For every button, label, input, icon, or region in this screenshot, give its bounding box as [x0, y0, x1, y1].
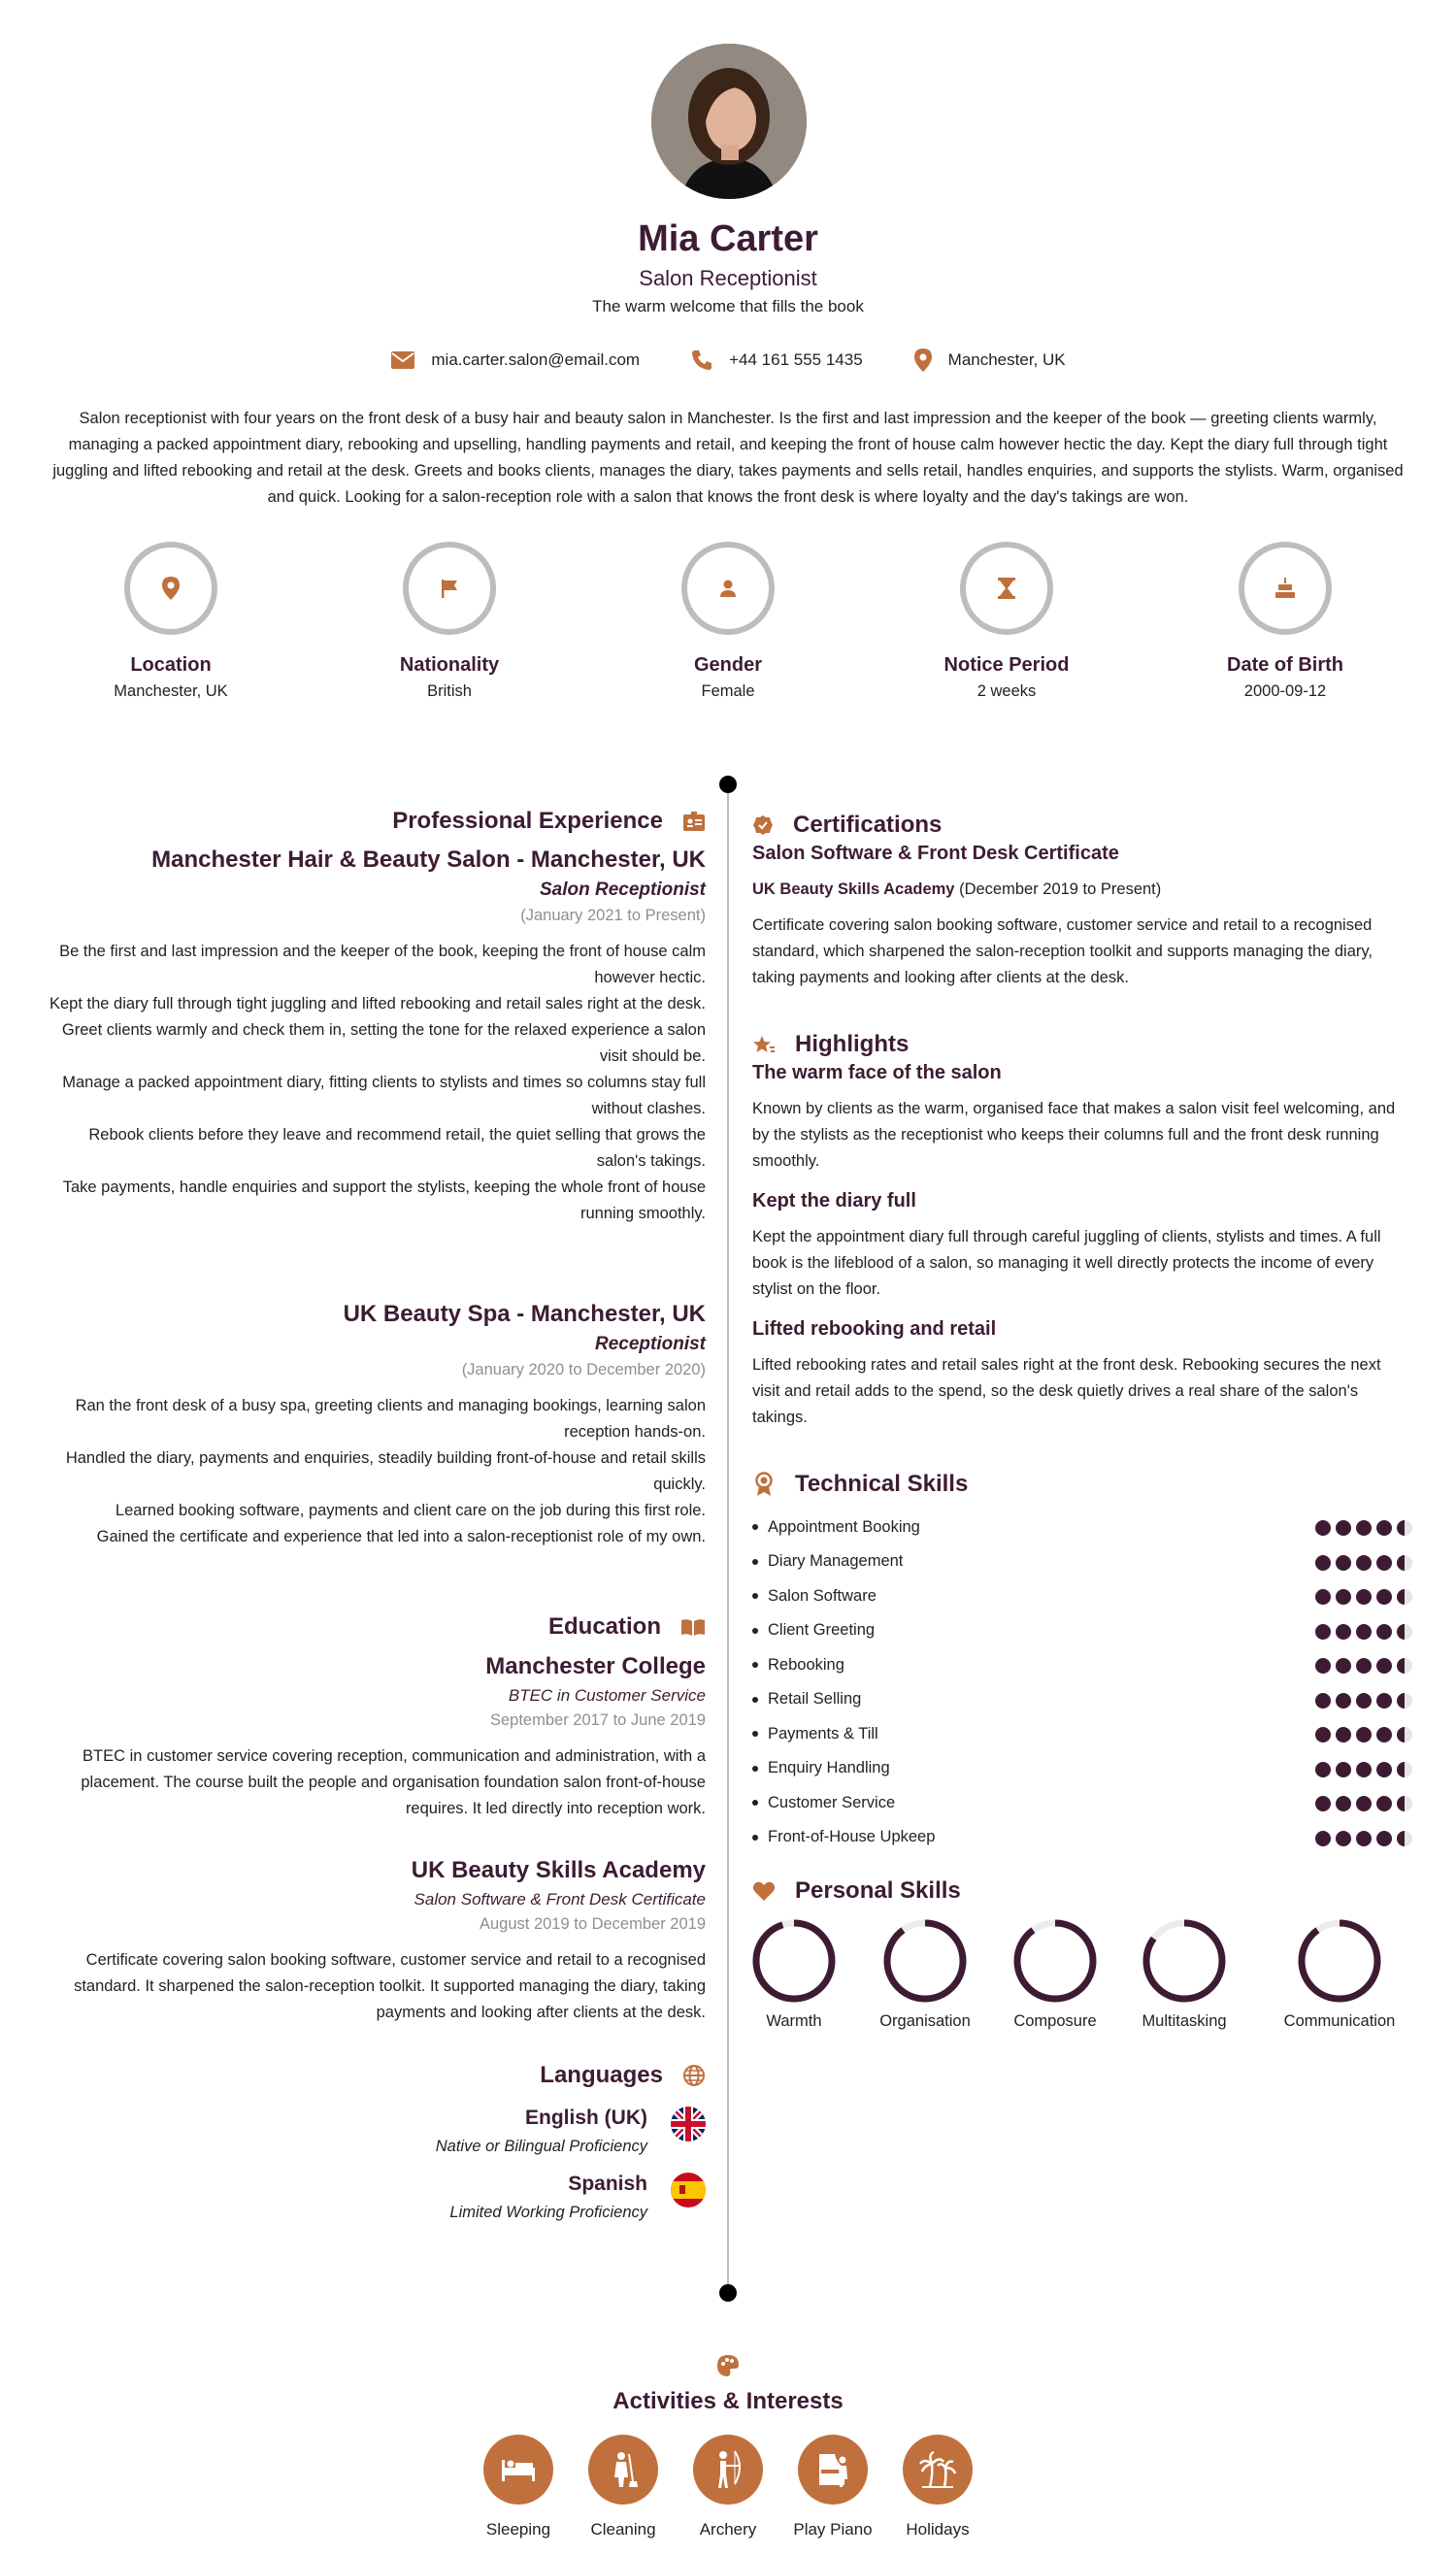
technical-skills-section [752, 1471, 1412, 1498]
interest-name: Archery [699, 2520, 757, 2539]
job-line: Rebook clients before they leave and recommend retail, the quiet selling that grows the salon's takings. [88, 1126, 706, 1170]
profile-photo [651, 44, 807, 199]
personal-skills-heading [752, 1877, 1412, 1905]
job-description [39, 1393, 706, 1550]
skill-row [752, 1547, 1412, 1577]
skill-name: Rebooking [768, 1655, 844, 1674]
skill-name: Enquiry Handling [768, 1759, 890, 1776]
experience-heading [39, 808, 706, 835]
fact-nationality [323, 542, 576, 701]
skill-row [752, 1581, 1412, 1610]
phone-text: +44 161 555 1435 [729, 350, 863, 369]
skill-row [752, 1823, 1412, 1852]
hourglass-icon [996, 577, 1017, 600]
skill-ring [1013, 1919, 1097, 2003]
language-level: Limited Working Proficiency [449, 2204, 647, 2221]
location-pin-icon [913, 348, 933, 373]
email-text: mia.carter.salon@email.com [431, 350, 641, 369]
certifications-section [752, 812, 1412, 991]
skill-name: Front-of-House Upkeep [768, 1828, 936, 1845]
job-description [39, 939, 706, 1227]
fact-label: Date of Birth [1227, 654, 1343, 676]
job-line: Handled the diary, payments and enquiries, steadily building front-of-house and retail skills quickly. [65, 1449, 706, 1493]
fact-value: 2000-09-12 [1243, 682, 1327, 700]
skill-ring [1298, 1919, 1381, 2003]
skill-row [752, 1650, 1412, 1679]
language-name: Spanish [568, 2173, 647, 2195]
personal-skill-name: Multitasking [1142, 2012, 1227, 2030]
candidate-name: Mia Carter [638, 218, 818, 259]
skill-rating [1310, 1831, 1412, 1846]
personal-skill [1272, 1919, 1407, 2031]
job-role: Salon Receptionist [539, 880, 706, 900]
skill-name: Payments & Till [768, 1724, 878, 1743]
flag-icon [439, 578, 460, 599]
personal-skill [1002, 1919, 1109, 2031]
cleaning-icon [608, 2450, 639, 2489]
skill-rating [1310, 1693, 1412, 1709]
fact-value: Manchester, UK [114, 682, 228, 700]
skill-rating [1310, 1762, 1412, 1777]
skill-row [752, 1685, 1412, 1714]
id-card-icon [682, 811, 706, 832]
location-text: Manchester, UK [947, 350, 1066, 369]
personal-skill-name: Warmth [766, 2012, 822, 2030]
skill-ring [1142, 1919, 1226, 2003]
section-title: Highlights [795, 1031, 910, 1057]
language-entry [39, 2107, 706, 2174]
fact-label: Nationality [399, 654, 500, 676]
personal-skill-name: Composure [1013, 2012, 1097, 2030]
job-org: Manchester Hair & Beauty Salon - Manchester, UK [151, 846, 706, 873]
skill-name: Diary Management [768, 1552, 904, 1570]
education-description: Certificate covering salon booking software, customer service and retail to a recognised standard. It sharpened the salon-reception toolkit. It supported managing the diary, taking payments and looking after clients at the desk. [74, 1951, 706, 2021]
profile-summary: Salon receptionist with four years on the front desk of a busy hair and beauty salon in Manchester. Is the first and last impression and the keeper of the book — greeting clients warmly, managing a packed appointment diary, rebooking and upselling, handling payments and retail, and keeping the front of house calm however hectic the day. Kept the diary full through tight juggling and lifted rebooking and retail at the desk. Greets and books clients, manages the diary, takes payments and sells retail, handles enquiries, and supports the stylists. Warm, organised and quick. Looking for a salon-reception role with a salon that knows the front desk is where loyalty and the day's takings are won. [52, 410, 1404, 506]
fact-label: Gender [693, 654, 763, 676]
star-icon [752, 1034, 776, 1055]
certificate-title: Salon Software & Front Desk Certificate [752, 843, 1119, 864]
contact-bar [0, 348, 1456, 373]
section-title: Education [547, 1613, 661, 1640]
skill-ring [752, 1919, 836, 2003]
archery-icon [711, 2449, 745, 2490]
timeline-dot-top [719, 776, 737, 793]
highlight-title: Lifted rebooking and retail [752, 1318, 997, 1340]
interest-item [475, 2435, 562, 2540]
skill-name: Client Greeting [768, 1621, 876, 1639]
contact-location [913, 348, 1066, 373]
fact-value: Female [701, 682, 755, 700]
certificate-issuer: UK Beauty Skills Academy [752, 880, 955, 898]
palm-trees-icon [918, 2450, 957, 2489]
fact-gender [602, 542, 854, 701]
certificate-description: Certificate covering salon booking software, customer service and retail to a recognised standard, which sharpened the salon-reception toolkit and supports managing the diary, taking payments and looking after clients at the desk. [752, 916, 1373, 986]
skill-name: Salon Software [768, 1586, 877, 1605]
fact-value: 2 weeks [976, 682, 1037, 700]
skill-rating [1310, 1658, 1412, 1674]
education-entry [39, 1653, 706, 1822]
language-entry [39, 2173, 706, 2241]
skill-row [752, 1719, 1412, 1748]
job-line: Ran the front desk of a busy spa, greeting clients and managing bookings, learning salon reception hands-on. [75, 1397, 706, 1441]
job-org: UK Beauty Spa - Manchester, UK [343, 1301, 706, 1327]
job-line: Gained the certificate and experience that led into a salon-receptionist role of my own. [96, 1528, 706, 1545]
skill-rating [1310, 1727, 1412, 1743]
job-entry [39, 1301, 706, 1550]
education-org: UK Beauty Skills Academy [411, 1857, 706, 1883]
interest-item [579, 2435, 667, 2540]
book-icon [680, 1617, 706, 1637]
skill-rating [1310, 1624, 1412, 1640]
languages-heading [39, 2062, 706, 2089]
job-line: Learned booking software, payments and client care on the job during this first role. [115, 1502, 706, 1519]
interest-item [789, 2435, 877, 2540]
personal-skill [1131, 1919, 1238, 2031]
fact-notice-period [880, 542, 1133, 701]
fact-value: British [427, 682, 472, 700]
job-line: Greet clients warmly and check them in, setting the tone for the relaxed experience a salon visit should be. [61, 1021, 706, 1065]
skill-name: Retail Selling [768, 1690, 862, 1708]
contact-phone[interactable] [690, 349, 863, 372]
education-dates: August 2019 to December 2019 [480, 1915, 706, 1933]
education-course: Salon Software & Front Desk Certificate [414, 1890, 706, 1909]
spain-flag-icon [671, 2173, 706, 2207]
technical-skills-list [752, 1512, 1412, 1862]
skill-ring [883, 1919, 967, 2003]
cake-icon [1274, 577, 1297, 600]
interest-item [684, 2435, 772, 2540]
uk-flag-icon [671, 2107, 706, 2141]
tagline: The warm welcome that fills the book [592, 297, 864, 315]
section-title: Professional Experience [392, 808, 663, 834]
section-title: Technical Skills [795, 1471, 969, 1497]
section-title: Certifications [793, 812, 943, 838]
personal-skills-list [752, 1919, 1412, 2036]
phone-icon [690, 349, 713, 372]
highlight-title: Kept the diary full [752, 1190, 916, 1212]
highlight-text: Lifted rebooking rates and retail sales right at the front desk. Rebooking secures the next visit and retail adds to the spend, so the desk quietly drives a real share of the salon's takings. [752, 1356, 1381, 1426]
education-description: BTEC in customer service covering reception, communication and administration, with a placement. The course built the people and organisation foundation salon front-of-house requires. It led directly into reception work. [81, 1747, 706, 1817]
job-line: Kept the diary full through tight juggling and lifted rebooking and retail sales right at the desk. [49, 995, 706, 1012]
certificate-badge-icon [752, 814, 774, 836]
contact-email[interactable] [390, 350, 640, 370]
highlights-section [752, 1031, 1412, 1431]
skill-row [752, 1512, 1412, 1542]
skill-rating [1310, 1796, 1412, 1811]
interest-item [894, 2435, 981, 2540]
highlight-text: Known by clients as the warm, organised face that makes a salon visit feel welcoming, and by the stylists as the receptionist who keeps their columns full and the front desk running smoothly. [752, 1100, 1396, 1170]
skill-rating [1310, 1589, 1412, 1605]
education-course: BTEC in Customer Service [508, 1686, 706, 1705]
timeline-line [727, 784, 729, 2293]
job-line: Take payments, handle enquiries and support the stylists, keeping the whole front of house running smoothly. [62, 1178, 706, 1222]
job-dates: (January 2021 to Present) [520, 907, 706, 924]
personal-skill-name: Communication [1283, 2012, 1396, 2030]
fact-label: Notice Period [943, 654, 1070, 676]
language-name: English (UK) [525, 2107, 647, 2129]
job-role: Receptionist [594, 1334, 706, 1354]
personal-skill [867, 1919, 983, 2031]
personal-skill [752, 1919, 836, 2031]
skill-rating [1310, 1520, 1412, 1536]
certificate-dates: (December 2019 to Present) [959, 880, 1162, 898]
education-org: Manchester College [485, 1653, 706, 1679]
highlight-title: The warm face of the salon [752, 1062, 1002, 1083]
section-title: Languages [540, 2062, 663, 2088]
certificate-issuer-line [752, 877, 1412, 903]
skill-name: Appointment Booking [768, 1517, 920, 1536]
education-entry [39, 1857, 706, 2026]
interest-name: Sleeping [485, 2520, 551, 2539]
heart-icon [752, 1880, 776, 1902]
education-dates: September 2017 to June 2019 [489, 1711, 706, 1729]
education-heading [39, 1613, 706, 1641]
skill-row [752, 1754, 1412, 1783]
job-dates: (January 2020 to December 2020) [461, 1361, 706, 1378]
avatar [651, 44, 807, 199]
timeline-dot-bottom [719, 2284, 737, 2302]
job-line: Be the first and last impression and the keeper of the book, keeping the front of house calm however hectic. [59, 943, 706, 986]
job-title: Salon Receptionist [639, 266, 817, 290]
interest-name: Play Piano [793, 2520, 873, 2539]
award-ribbon-icon [752, 1472, 776, 1497]
fact-label: Location [130, 654, 212, 676]
highlight-text: Kept the appointment diary full through careful juggling of clients, stylists and times. A full book is the lifeblood of a salon, so managing it well directly protects the income of every stylist on the floor. [752, 1228, 1381, 1298]
section-title: Personal Skills [795, 1877, 961, 1904]
globe-icon [682, 2064, 706, 2087]
email-icon [390, 350, 415, 370]
bed-icon [499, 2454, 538, 2485]
piano-icon [815, 2450, 850, 2489]
fact-date-of-birth [1159, 542, 1411, 701]
personal-skill-name: Organisation [879, 2012, 971, 2030]
interest-name: Cleaning [590, 2520, 656, 2539]
skill-name: Customer Service [768, 1793, 896, 1811]
map-pin-icon [160, 576, 182, 601]
language-level: Native or Bilingual Proficiency [435, 2138, 647, 2155]
skill-rating [1310, 1555, 1412, 1571]
fact-location [45, 542, 297, 701]
skill-row [752, 1788, 1412, 1817]
interests-title: Activities & Interests [612, 2388, 844, 2414]
job-entry [39, 846, 706, 1227]
skill-row [752, 1616, 1412, 1645]
job-line: Manage a packed appointment diary, fitting clients to stylists and times so columns stay full without clashes. [62, 1074, 706, 1117]
palette-icon [716, 2354, 740, 2382]
person-icon [717, 578, 739, 599]
interest-name: Holidays [906, 2520, 970, 2539]
